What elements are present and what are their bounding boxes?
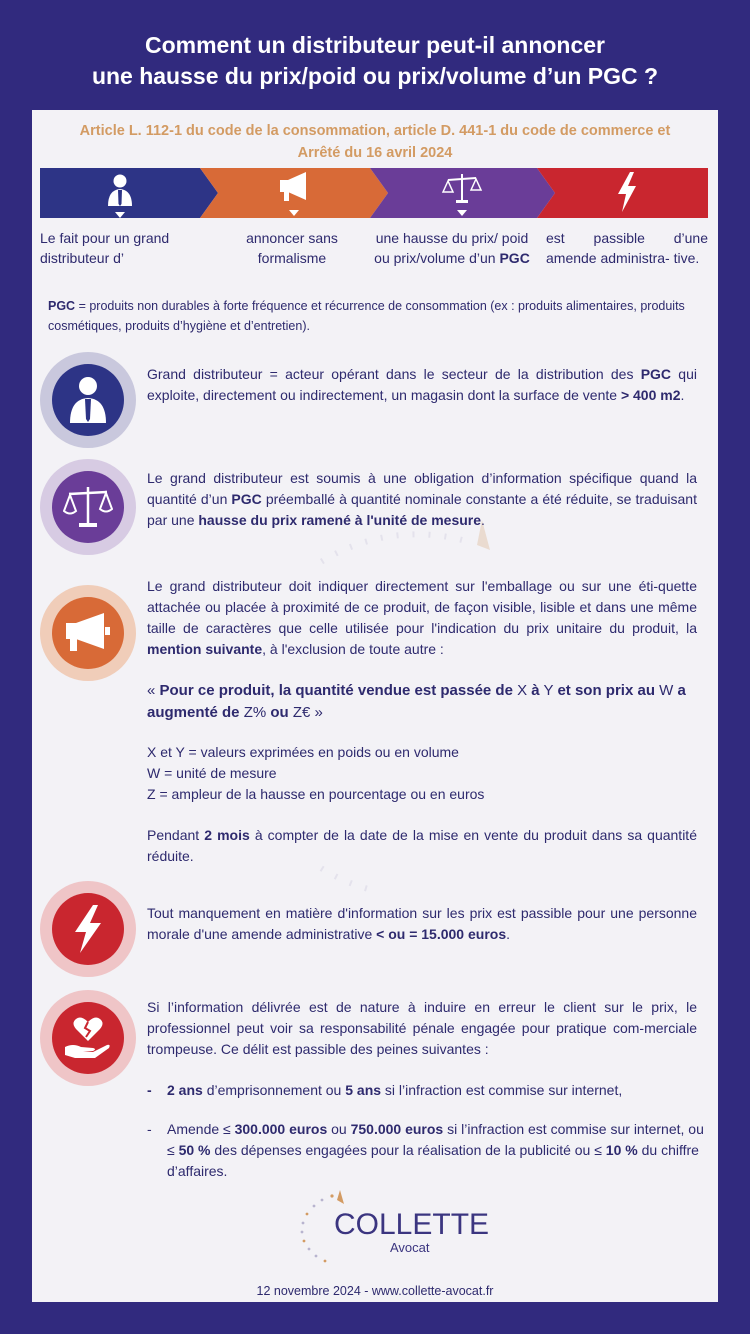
arrow-segment-1 <box>40 168 218 218</box>
section-2-text <box>147 468 697 531</box>
def-xy: X et Y = valeurs exprimées en poids ou en volume <box>147 744 459 760</box>
logo-name: COLLETTE <box>334 1208 490 1241</box>
process-arrow-bar <box>40 168 708 218</box>
s2-a: Le grand distributeur est soumis à une obligation d’information spécifique quand la quantité d’un <box>147 470 697 507</box>
q-b4: a augmenté de <box>147 682 686 721</box>
section-1-text <box>147 364 697 406</box>
s4-b: < ou = 15.000 euros <box>376 926 507 942</box>
s2-b: PGC <box>231 491 262 507</box>
p1-i: du chiffre d’affaires. <box>167 1142 699 1179</box>
s1-c: qui exploite, directement ou indirectement, un magasin dont la surface de vente <box>147 366 697 403</box>
s1-e: . <box>680 387 685 403</box>
p1-c: ou <box>327 1121 351 1137</box>
p1-h: 10 % <box>605 1142 638 1158</box>
def-w: W = unité de mesure <box>147 765 277 781</box>
megaphone-icon <box>64 611 112 655</box>
s2-e: . <box>481 512 485 528</box>
pgc-definition <box>48 296 708 336</box>
section-5-text: Si l’information délivrée est de nature à induire en erreur le client sur le prix, le professionnel peut voir sa responsabilité pénale engagée pour pratique com-merciale trompeuse. Ce délit est passible des peines suivantes : <box>147 999 697 1057</box>
step-2-text: annoncer sans formalisme <box>246 230 338 266</box>
p0-c: 5 ans <box>345 1082 382 1098</box>
variable-definitions <box>147 742 697 805</box>
q-close: » <box>314 704 323 721</box>
s1-b: PGC <box>640 366 672 382</box>
s1-a: Grand distributeur = acteur opérant dans le secteur de la distribution des <box>147 366 641 382</box>
legal-references-line-2: Arrêté du 16 avril 2024 <box>297 145 453 161</box>
mandatory-mention <box>147 680 697 724</box>
penalty-prison-text <box>167 1080 707 1101</box>
step-3-text-a: une hausse du prix/ poid ou prix/volume d’un <box>374 230 529 266</box>
p1-f: 50 % <box>178 1142 211 1158</box>
broken-heart-icon-circle <box>40 990 136 1086</box>
dur-c: à compter de la date de la mise en vente du produit dans sa quantité réduite. <box>147 827 697 864</box>
s3-a: Le grand distributeur doit indiquer directement sur l'emballage ou sur une éti-quette attachée ou placée à proximité de ce produit, de façon visible, lisible et dans une même taille de caractères que celle utilisée pour l'indication du prix unitaire du produit, la <box>147 578 697 636</box>
q-y: Y <box>539 682 558 699</box>
pgc-definition-text: = produits non durables à forte fréquence et récurrence de consommation (ex : produits alimentaires, produits cosmétiques, produits d’hygiène et d’entretien). <box>48 299 685 333</box>
q-b5: ou <box>270 704 289 721</box>
s2-c: préemballé à quantité nominale constante a été réduite, se traduisant par une <box>147 491 697 528</box>
penalty-item-fine <box>147 1119 707 1182</box>
scales-icon-circle <box>40 459 136 555</box>
megaphone-icon-circle <box>40 585 136 681</box>
q-z2: Z€ <box>288 704 315 721</box>
lightning-icon <box>71 904 105 954</box>
footer-date-website: 12 novembre 2024 - www.collette-avocat.fr <box>256 1284 494 1298</box>
title-line-1: Comment un distributeur peut-il annoncer <box>144 32 605 58</box>
p0-a: 2 ans <box>167 1082 203 1098</box>
step-4-text: est passible d’une amende administra- tive. <box>546 230 708 266</box>
step-3-text-pgc: PGC <box>499 250 530 266</box>
penalty-fine-text <box>167 1119 707 1182</box>
p1-a: Amende ≤ <box>167 1121 235 1137</box>
q-open: « <box>147 682 160 699</box>
s1-d: > 400 m2 <box>620 387 681 403</box>
p0-d: si l’infraction est commise sur internet, <box>381 1082 623 1098</box>
s4-a: Tout manquement en matière d'information sur les prix est passible pour une personne morale d'une amende administrative <box>147 905 697 942</box>
p1-e: si l’infraction est commise sur internet, ou ≤ <box>167 1121 704 1158</box>
scales-icon <box>63 485 113 529</box>
step-3-text <box>372 228 532 268</box>
q-b1: Pour ce produit, la quantité vendue est passée de <box>159 682 513 699</box>
page-title <box>0 30 750 92</box>
lightning-icon-circle <box>40 881 136 977</box>
p1-b: 300.000 euros <box>234 1121 328 1137</box>
bullet-dash: - <box>147 1121 152 1137</box>
step-1-text: Le fait pour un grand distributeur d’ <box>40 230 170 266</box>
penalties-list <box>147 1080 707 1200</box>
p0-b: d’emprisonnement ou <box>202 1082 346 1098</box>
s4-c: . <box>506 926 510 942</box>
section-3-text <box>147 576 697 660</box>
s2-d: hausse du prix ramené à l'unité de mesure <box>198 512 482 528</box>
pgc-term: PGC <box>48 299 76 313</box>
q-b3: et son prix au <box>557 682 655 699</box>
content-panel <box>32 110 718 1302</box>
q-z: Z% <box>239 704 271 721</box>
def-z: Z = ampleur de la hausse en pourcentage ou en euros <box>147 786 485 802</box>
q-b2: à <box>531 682 540 699</box>
s3-c: , à l'exclusion de toute autre : <box>262 641 444 657</box>
s3-b: mention suivante <box>147 641 263 657</box>
logo-subtitle: Avocat <box>390 1240 430 1255</box>
p1-d: 750.000 euros <box>350 1121 444 1137</box>
bullet-dash: - <box>147 1082 152 1098</box>
title-line-2: une hausse du prix/poid ou prix/volume d’un PGC ? <box>91 63 659 89</box>
legal-references-line-1: Article L. 112-1 du code de la consommation, article D. 441-1 du code de commerce et <box>79 123 671 139</box>
broken-heart-hand-icon <box>63 1015 113 1061</box>
dur-a: Pendant <box>147 827 205 843</box>
section-4-text <box>147 903 697 945</box>
dur-b: 2 mois <box>204 827 250 843</box>
duration-text <box>147 825 697 867</box>
p1-g: des dépenses engagées pour la réalisation de la publicité ou ≤ <box>210 1142 606 1158</box>
q-w: W <box>654 682 678 699</box>
penalty-item-prison <box>147 1080 707 1101</box>
collette-logo <box>292 1190 490 1270</box>
legal-references <box>32 120 718 164</box>
distributor-icon-circle <box>40 352 136 448</box>
businessman-icon <box>66 375 110 425</box>
q-x: X <box>512 682 532 699</box>
